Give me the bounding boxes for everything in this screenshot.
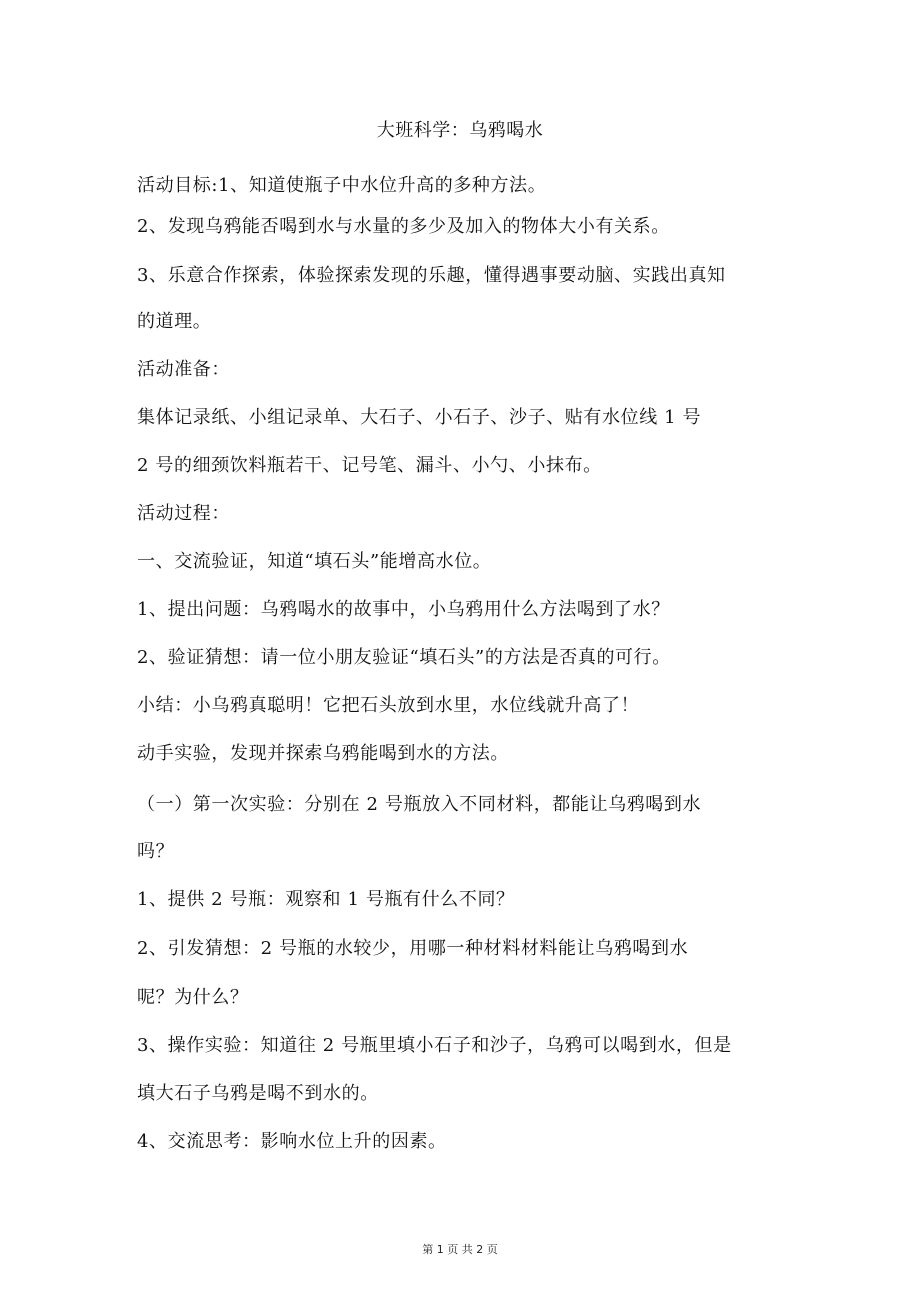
paragraph-line: 1、提出问题：乌鸦喝水的故事中，小乌鸦用什么方法喝到了水？	[137, 599, 670, 620]
paragraph-line: 一、交流验证，知道“填石头”能增高水位。	[137, 551, 492, 572]
paragraph-line: 呢？为什么？	[137, 987, 249, 1008]
paragraph-line: 2、发现乌鸦能否喝到水与水量的多少及加入的物体大小有关系。	[137, 216, 670, 237]
paragraph-line: 1、提供 2 号瓶：观察和 1 号瓶有什么不同？	[137, 889, 515, 910]
paragraph-line: 活动过程：	[137, 503, 230, 524]
paragraph-line: 活动准备：	[137, 359, 230, 380]
paragraph-line: 2、验证猜想：请一位小朋友验证“填石头”的方法是否真的可行。	[137, 647, 671, 668]
paragraph-line: 填大石子乌鸦是喝不到水的。	[137, 1083, 379, 1104]
paragraph-line: 3、操作实验：知道往 2 号瓶里填小石子和沙子，乌鸦可以喝到水，但是	[137, 1035, 732, 1056]
paragraph-line: 的道理。	[137, 311, 212, 332]
paragraph-line: 3、乐意合作探索，体验探索发现的乐趣，懂得遇事要动脑、实践出真知	[137, 265, 726, 286]
paragraph-line: 4、交流思考：影响水位上升的因素。	[137, 1131, 447, 1152]
document-title: 大班科学：乌鸦喝水	[376, 120, 544, 141]
page-footer: 第 1 页 共 2 页	[422, 1243, 498, 1256]
paragraph-line: 吗？	[137, 841, 175, 862]
paragraph-line: 小结：小乌鸦真聪明！它把石头放到水里，水位线就升高了！	[137, 695, 640, 716]
paragraph-line: 活动目标:1、知道使瓶子中水位升高的多种方法。	[137, 175, 547, 196]
paragraph-line: 2 号的细颈饮料瓶若干、记号笔、漏斗、小勺、小抹布。	[137, 455, 602, 476]
paragraph-line: （一）第一次实验：分别在 2 号瓶放入不同材料，都能让乌鸦喝到水	[137, 794, 702, 815]
paragraph-line: 动手实验，发现并探索乌鸦能喝到水的方法。	[137, 743, 509, 764]
paragraph-line: 集体记录纸、小组记录单、大石子、小石子、沙子、贴有水位线 1 号	[137, 407, 702, 428]
paragraph-line: 2、引发猜想：2 号瓶的水较少，用哪一种材料材料能让乌鸦喝到水	[137, 938, 689, 959]
